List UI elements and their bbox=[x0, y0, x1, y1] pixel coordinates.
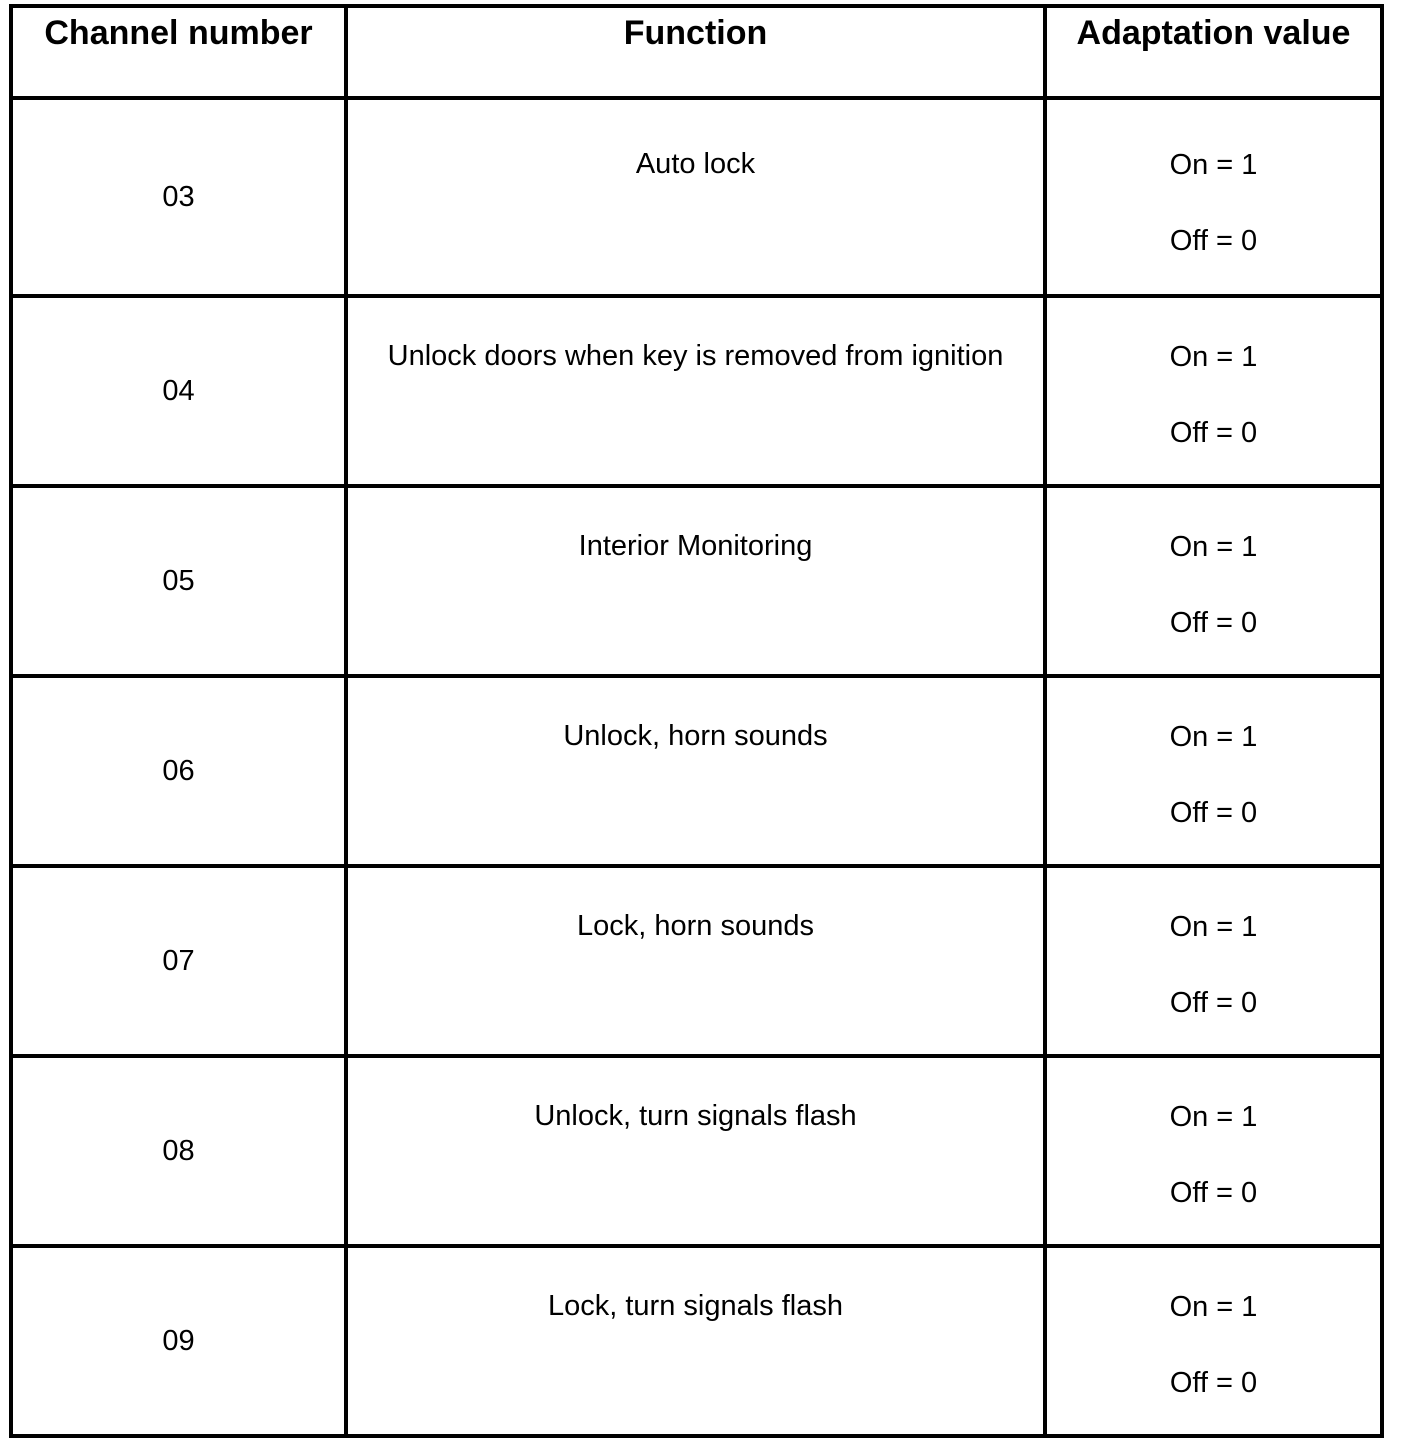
channel-number-cell: 03 bbox=[11, 98, 346, 296]
table-header bbox=[11, 6, 1382, 98]
function-cell: Auto lock bbox=[346, 98, 1045, 296]
channel-number-cell: 04 bbox=[11, 296, 346, 486]
value-on: On = 1 bbox=[1169, 911, 1258, 943]
value-on: On = 1 bbox=[1169, 721, 1258, 753]
channel-number-cell: 07 bbox=[11, 866, 346, 1056]
header-adaptation-value: Adaptation value bbox=[1045, 6, 1382, 98]
function-cell: Unlock doors when key is removed from ignition bbox=[346, 296, 1045, 486]
value-on: On = 1 bbox=[1169, 1101, 1258, 1133]
value-on: On = 1 bbox=[1169, 341, 1258, 373]
table-row bbox=[11, 676, 1382, 866]
function-cell: Unlock, horn sounds bbox=[346, 676, 1045, 866]
adaptation-value-cell bbox=[1045, 296, 1382, 486]
adaptation-value-cell bbox=[1045, 486, 1382, 676]
function-cell: Lock, horn sounds bbox=[346, 866, 1045, 1056]
function-cell: Lock, turn signals flash bbox=[346, 1246, 1045, 1436]
value-off: Off = 0 bbox=[1169, 607, 1258, 639]
header-function: Function bbox=[346, 6, 1045, 98]
value-off: Off = 0 bbox=[1169, 1177, 1258, 1209]
table-row bbox=[11, 866, 1382, 1056]
value-on: On = 1 bbox=[1169, 531, 1258, 563]
table-body bbox=[11, 98, 1382, 1436]
value-off: Off = 0 bbox=[1169, 417, 1258, 449]
table-row bbox=[11, 486, 1382, 676]
adaptation-value-cell bbox=[1045, 98, 1382, 296]
table-row bbox=[11, 98, 1382, 296]
channel-number-cell: 06 bbox=[11, 676, 346, 866]
value-off: Off = 0 bbox=[1169, 1367, 1258, 1399]
channel-number-cell: 05 bbox=[11, 486, 346, 676]
adaptation-value-cell bbox=[1045, 1056, 1382, 1246]
channel-number-cell: 09 bbox=[11, 1246, 346, 1436]
table-row bbox=[11, 1246, 1382, 1436]
table-row bbox=[11, 296, 1382, 486]
value-on: On = 1 bbox=[1169, 1291, 1258, 1323]
value-off: Off = 0 bbox=[1169, 797, 1258, 829]
table-row bbox=[11, 1056, 1382, 1246]
adaptation-value-cell bbox=[1045, 676, 1382, 866]
value-off: Off = 0 bbox=[1169, 225, 1258, 257]
header-channel-number: Channel number bbox=[11, 6, 346, 98]
adaptation-table bbox=[9, 4, 1384, 1438]
function-cell: Interior Monitoring bbox=[346, 486, 1045, 676]
value-off: Off = 0 bbox=[1169, 987, 1258, 1019]
value-on: On = 1 bbox=[1169, 149, 1258, 181]
adaptation-value-cell bbox=[1045, 866, 1382, 1056]
function-cell: Unlock, turn signals flash bbox=[346, 1056, 1045, 1246]
channel-number-cell: 08 bbox=[11, 1056, 346, 1246]
adaptation-value-cell bbox=[1045, 1246, 1382, 1436]
header-row bbox=[11, 6, 1382, 98]
